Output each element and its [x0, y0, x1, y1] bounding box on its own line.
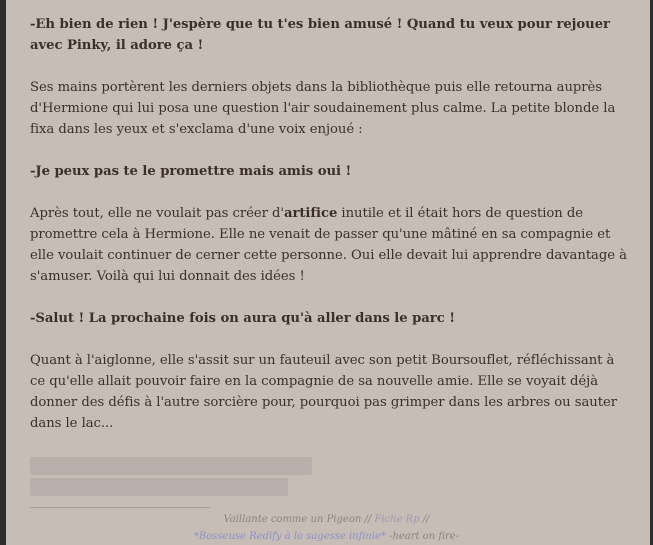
signature-line — [0, 512, 653, 528]
profile-link[interactable]: Fiche Rp — [374, 514, 420, 525]
signature-image-placeholder — [30, 478, 288, 496]
narration-paragraph: Quant à l'aiglonne, elle s'assit sur un fauteuil avec son petit Boursouflet, réfléchissant à ce qu'elle allait pouvoir faire en la compagnie de sa nouvelle amie. Elle se voyait déjà donner des défis à l'autre sorcière pour, pourquoi pas grimper dans les arbres ou sauter dans le lac... — [30, 353, 617, 431]
dialogue-line: -Salut ! La prochaine fois on aura qu'à aller dans le parc ! — [30, 311, 455, 326]
emphasized-word: artifice — [283, 206, 338, 221]
signature-image-placeholder — [30, 457, 312, 475]
signature-line — [0, 529, 653, 545]
signature-divider — [30, 507, 210, 508]
narration-paragraph: Ses mains portèrent les derniers objets dans la bibliothèque puis elle retourna auprès d'Hermione qui lui posa une question l'air soudainement plus calme. La petite blonde la fixa dans les yeux et s'exclama d'une voix enjoué : — [30, 80, 616, 137]
dialogue-line: -Eh bien de rien ! J'espère que tu t'es bien amusé ! Quand tu veux pour rejouer avec Pinky, il adore ça ! — [30, 17, 610, 53]
signature-text: -heart on fire- — [385, 531, 460, 542]
text-run: inutile et il était hors de question de promettre cela à Hermione. Elle ne venait de passer qu'une mâtiné en sa compagnie et elle voulait continuer de cerner cette personne. Oui elle devait lui apprendre davantage à s'amuser. Voilà qui lui donnait des idées ! — [30, 206, 627, 284]
narration-paragraph — [30, 203, 632, 287]
signature-text: // — [419, 514, 430, 525]
dialogue-line: -Je peux pas te le promettre mais amis oui ! — [30, 164, 352, 179]
text-run: Après tout, elle ne voulait pas créer d' — [30, 206, 284, 221]
signature-text: Vaillante comme un Pigeon // — [223, 514, 375, 525]
signature-accent-text: *Bosseuse Redify à la sagesse infinie* — [193, 531, 386, 542]
post-body — [30, 14, 632, 455]
left-border — [0, 0, 6, 545]
